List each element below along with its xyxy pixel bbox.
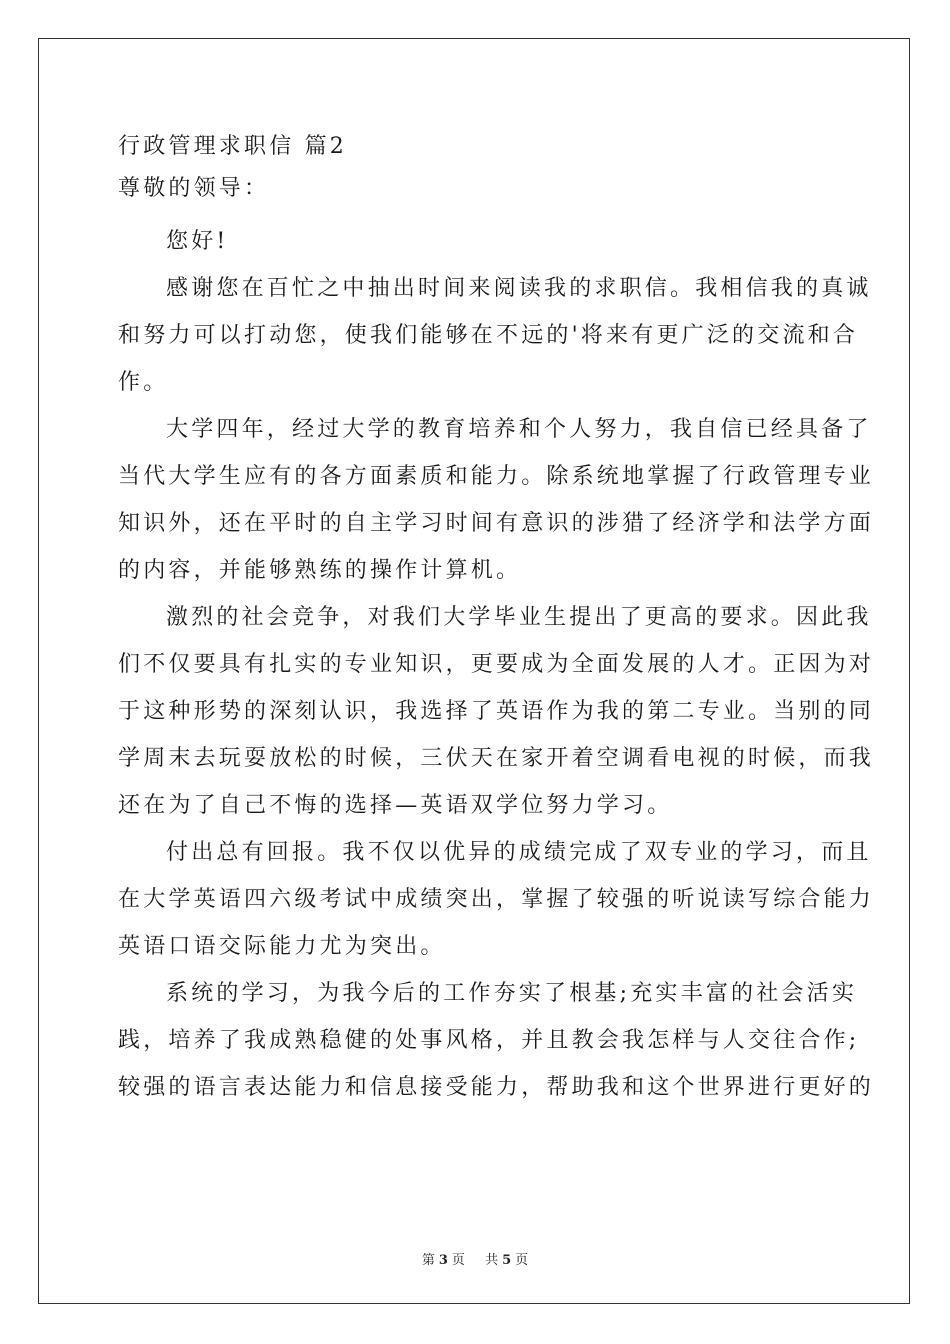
page-number — [418, 1253, 469, 1268]
paragraph-line: 于这种形势的深刻认识，我选择了英语作为我的第二专业。当别的同 — [118, 699, 875, 724]
page-total — [481, 1253, 532, 1268]
paragraph-competition — [118, 594, 875, 829]
paragraph-line: 激烈的社会竞争，对我们大学毕业生提出了更高的要求。因此我 — [166, 605, 872, 630]
paragraph-line: 付出总有回报。我不仅以优异的成绩完成了双专业的学习，而且 — [166, 840, 872, 865]
document-body — [118, 126, 875, 1111]
paragraph-skills — [118, 970, 875, 1111]
paragraph-line: 在大学英语四六级考试中成绩突出，掌握了较强的听说读写综合能力 — [118, 887, 875, 912]
salutation: 尊敬的领导： — [118, 176, 270, 201]
greeting: 您好! — [166, 229, 229, 254]
paragraph-gratitude — [118, 265, 872, 406]
paragraph-line: 知识外，还在平时的自主学习时间有意识的涉猎了经济学和法学方面 — [118, 511, 875, 536]
paragraph-line: 英语口语交际能力尤为突出。 — [118, 934, 446, 959]
paragraph-line: 感谢您在百忙之中抽出时间来阅读我的求职信。我相信我的真诚 — [166, 276, 872, 301]
paragraph-line: 还在为了自己不悔的选择—英语双学位努力学习。 — [118, 793, 673, 818]
paragraph-line: 较强的语言表达能力和信息接受能力，帮助我和这个世界进行更好的 — [118, 1075, 875, 1100]
page-prefix: 第 — [421, 1253, 435, 1268]
paragraph-line: 的内容，并能够熟练的操作计算机。 — [118, 558, 522, 583]
paragraph-achievements — [118, 829, 875, 970]
paragraph-line: 和努力可以打动您，使我们能够在不远的'将来有更广泛的交流和合 — [118, 323, 859, 348]
paragraph-line: 系统的学习，为我今后的工作夯实了根基;充实丰富的社会活实 — [166, 981, 858, 1006]
paragraph-line: 作。 — [118, 370, 169, 395]
paragraph-line: 学周末去玩耍放松的时候，三伏天在家开着空调看电视的时候，而我 — [118, 746, 875, 771]
paragraph-line: 大学四年，经过大学的教育培养和个人努力，我自信已经具备了 — [166, 417, 872, 442]
page-current: 3 — [438, 1253, 448, 1268]
paragraph-line: 当代大学生应有的各方面素质和能力。除系统地掌握了行政管理专业 — [118, 464, 875, 489]
page-suffix: 页 — [451, 1253, 465, 1268]
paragraph-line: 们不仅要具有扎实的专业知识，更要成为全面发展的人才。正因为对 — [118, 652, 875, 677]
paragraph-line: 践，培养了我成熟稳健的处事风格，并且教会我怎样与人交往合作; — [118, 1028, 860, 1053]
document-title: 行政管理求职信 篇2 — [118, 134, 347, 159]
page-footer — [0, 1249, 950, 1268]
total-prefix: 共 — [485, 1253, 499, 1268]
total-count: 5 — [502, 1253, 512, 1268]
paragraph-education — [118, 406, 875, 594]
total-suffix: 页 — [515, 1253, 529, 1268]
